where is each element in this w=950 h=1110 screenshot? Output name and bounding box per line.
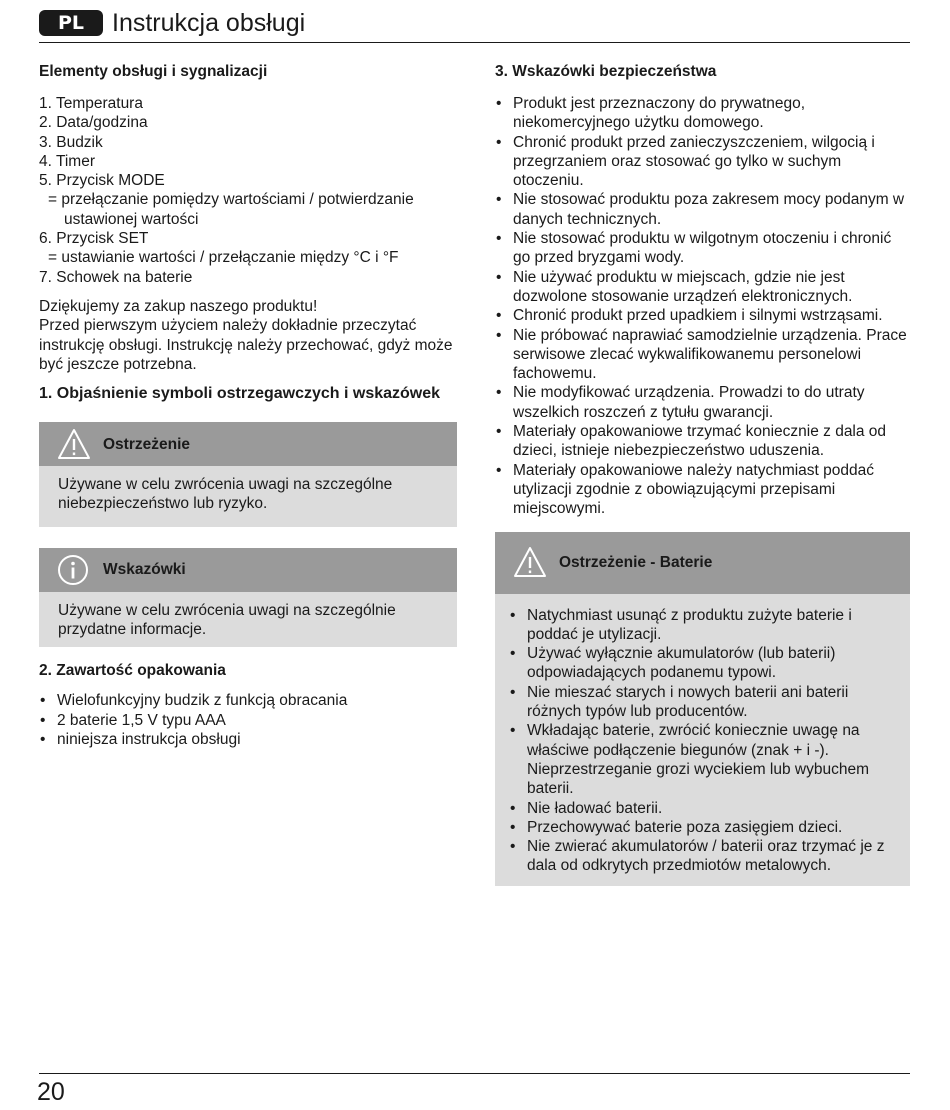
list-item: • Wielofunkcyjny budzik z funkcją obracania: [39, 691, 457, 710]
list-item: • Używać wyłącznie akumulatorów (lub baterii) odpowiadających podanemu typowi.: [509, 644, 898, 683]
page-title: Instrukcja obsługi: [112, 9, 306, 37]
list-item: 3. Budzik: [39, 133, 103, 151]
left-column: [39, 62, 457, 749]
list-item: • Nie mieszać starych i nowych baterii ani baterii różnych typów lub producentów.: [509, 683, 898, 722]
warning-box-title: Ostrzeżenie: [103, 435, 191, 453]
info-box-text: Używane w celu zwrócenia uwagi na szczególnie przydatne informacje.: [39, 592, 457, 648]
list-item: 2. Data/godzina: [39, 114, 148, 132]
battery-list: [509, 606, 898, 876]
list-item: • Materiały opakowaniowe trzymać koniecznie z dala od dzieci, istnieje niebezpieczeństwo uduszenia.: [495, 422, 910, 461]
list-item: • Nie próbować naprawiać samodzielnie urządzenia. Prace serwisowe zlecać wykwalifikowanemu personelowi fachowemu.: [495, 326, 910, 384]
section3-heading: 3. Wskazówki bezpieczeństwa: [495, 63, 717, 80]
list-item: • Materiały opakowaniowe należy natychmiast poddać utylizacji zgodnie z obowiązującymi przepisami miejscowymi.: [495, 461, 910, 519]
list-item-desc-line: ustawionej wartości: [64, 210, 199, 228]
list-item: • Nie stosować produktu poza zakresem mocy podanym w danych technicznych.: [495, 190, 910, 229]
list-item-desc-line: = przełączanie pomiędzy wartościami / potwierdzanie: [48, 191, 414, 209]
list-item: • Przechowywać baterie poza zasięgiem dzieci.: [509, 818, 898, 837]
list-item: • Nie ładować baterii.: [509, 799, 898, 818]
warning-box-text: Używane w celu zwrócenia uwagi na szczególne niebezpieczeństwo lub ryzyko.: [39, 466, 457, 527]
list-item: [39, 229, 457, 268]
battery-warning-header: [495, 532, 910, 594]
safety-list: [495, 94, 910, 519]
warning-box: [39, 422, 457, 527]
warning-triangle-icon: [513, 546, 547, 578]
list-item: • Chronić produkt przed upadkiem i silnymi wstrząsami.: [495, 306, 910, 325]
controls-list: [39, 94, 457, 287]
info-circle-icon: [57, 554, 89, 586]
list-item: 4. Timer: [39, 152, 95, 170]
info-box: [39, 548, 457, 648]
list-item: • Natychmiast usunąć z produktu zużyte baterie i poddać je utylizacji.: [509, 606, 898, 645]
battery-warning-body: [495, 594, 910, 886]
list-item: • Nie stosować produktu w wilgotnym otoczeniu i chronić go przed bryzgami wody.: [495, 229, 910, 268]
section1-heading: 1. Objaśnienie symboli ostrzegawczych i wskazówek: [39, 385, 441, 403]
warning-box-header: [39, 422, 457, 466]
list-item: • Nie modyfikować urządzenia. Prowadzi to do utraty wszelkich roszczeń z tytułu gwarancji.: [495, 383, 910, 422]
list-item: • niniejsza instrukcja obsługi: [39, 730, 457, 749]
package-list: [39, 691, 457, 749]
list-item-desc: = ustawianie wartości / przełączanie między °C i °F: [48, 249, 399, 267]
list-item-label: 6. Przycisk SET: [39, 230, 149, 248]
list-item: • Chronić produkt przed zanieczyszczeniem, wilgocią i przegrzaniem oraz stosować go tylko w suchym otoczeniu.: [495, 133, 910, 191]
list-item-label: 5. Przycisk MODE: [39, 172, 165, 190]
language-badge: PL: [39, 10, 103, 36]
list-item: • Nie używać produktu w miejscach, gdzie nie jest dozwolone stosowanie urządzeń elektronicznych.: [495, 268, 910, 307]
header-divider: [39, 42, 910, 43]
page-header: [39, 6, 910, 43]
right-column: [495, 62, 910, 886]
list-item: • Produkt jest przeznaczony do prywatnego, niekomercyjnego użytku domowego.: [495, 94, 910, 133]
info-box-header: [39, 548, 457, 592]
list-item: [39, 171, 457, 229]
intro-thanks: Dziękujemy za zakup naszego produktu!: [39, 297, 318, 315]
footer-divider: [39, 1073, 910, 1074]
list-item: 7. Schowek na baterie: [39, 268, 193, 286]
warning-triangle-icon: [57, 428, 91, 460]
battery-warning-title: Ostrzeżenie - Baterie: [559, 553, 713, 571]
info-box-title: Wskazówki: [103, 561, 186, 579]
list-item-desc: [39, 190, 457, 229]
intro-text: Przed pierwszym użyciem należy dokładnie przeczytać instrukcję obsługi. Instrukcję należy przechować, gdyż może być jeszcze potrzebna.: [39, 317, 453, 373]
controls-heading: Elementy obsługi i sygnalizacji: [39, 63, 268, 80]
list-item: 1. Temperatura: [39, 95, 143, 112]
page-number: 20: [37, 1078, 65, 1106]
list-item: • Nie zwierać akumulatorów / baterii oraz trzymać je z dala od odkrytych przedmiotów metalowych.: [509, 837, 898, 876]
list-item: • Wkładając baterie, zwrócić koniecznie uwagę na właściwe podłączenie biegunów (znak + i -). Nieprzestrzeganie grozi wyciekiem lub wybuchem baterii.: [509, 721, 898, 798]
section2-heading: 2. Zawartość opakowania: [39, 662, 226, 680]
battery-warning-box: [495, 532, 910, 886]
list-item: • 2 baterie 1,5 V typu AAA: [39, 711, 457, 730]
